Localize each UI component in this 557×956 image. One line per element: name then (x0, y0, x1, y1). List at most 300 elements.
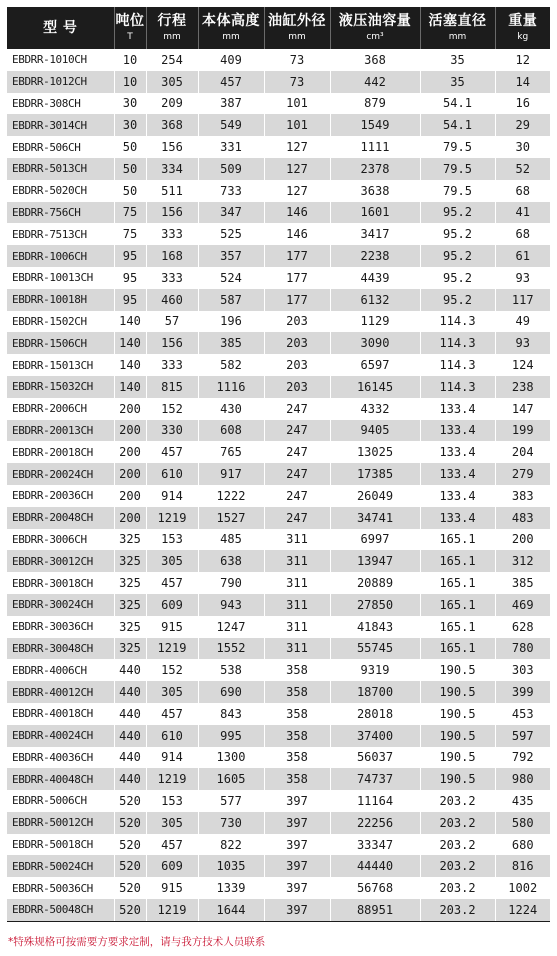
cell-oil-capacity: 74737 (330, 768, 420, 790)
cell-tonnage: 440 (114, 659, 146, 681)
cell-model: EBDRR-30048CH (7, 638, 114, 660)
cell-oil-capacity: 20889 (330, 572, 420, 594)
cell-model: EBDRR-50024CH (7, 855, 114, 877)
cell-oil-capacity: 56768 (330, 877, 420, 899)
cell-piston-diameter: 203.2 (420, 834, 495, 856)
cell-piston-diameter: 79.5 (420, 136, 495, 158)
cell-weight: 435 (495, 790, 550, 812)
table-row (7, 114, 550, 136)
cell-weight: 93 (495, 332, 550, 354)
cell-body-height: 1222 (198, 485, 264, 507)
header-row (7, 7, 550, 49)
cell-cylinder-od: 101 (264, 93, 330, 115)
cell-tonnage: 325 (114, 616, 146, 638)
cell-tonnage: 140 (114, 332, 146, 354)
cell-body-height: 538 (198, 659, 264, 681)
cell-stroke: 609 (146, 594, 198, 616)
cell-stroke: 305 (146, 71, 198, 93)
cell-tonnage: 30 (114, 114, 146, 136)
table-row (7, 245, 550, 267)
table-row (7, 790, 550, 812)
cell-model: EBDRR-4006CH (7, 659, 114, 681)
cell-tonnage: 30 (114, 93, 146, 115)
table-row (7, 463, 550, 485)
cell-stroke: 915 (146, 616, 198, 638)
cell-cylinder-od: 311 (264, 616, 330, 638)
cell-model: EBDRR-20024CH (7, 463, 114, 485)
cell-model: EBDRR-50048CH (7, 899, 114, 921)
cell-body-height: 385 (198, 332, 264, 354)
cell-model: EBDRR-5013CH (7, 158, 114, 180)
cell-cylinder-od: 203 (264, 332, 330, 354)
cell-tonnage: 520 (114, 790, 146, 812)
cell-stroke: 457 (146, 834, 198, 856)
cell-tonnage: 520 (114, 812, 146, 834)
cell-tonnage: 520 (114, 899, 146, 921)
cell-model: EBDRR-10018H (7, 289, 114, 311)
cell-oil-capacity: 6997 (330, 529, 420, 551)
cell-body-height: 730 (198, 812, 264, 834)
table-row (7, 71, 550, 93)
cell-weight: 29 (495, 114, 550, 136)
cell-piston-diameter: 133.4 (420, 420, 495, 442)
cell-tonnage: 95 (114, 289, 146, 311)
cell-weight: 680 (495, 834, 550, 856)
cell-weight: 68 (495, 223, 550, 245)
cell-piston-diameter: 133.4 (420, 463, 495, 485)
cell-oil-capacity: 37400 (330, 725, 420, 747)
cell-stroke: 333 (146, 267, 198, 289)
cell-stroke: 1219 (146, 899, 198, 921)
cell-piston-diameter: 95.2 (420, 267, 495, 289)
cell-stroke: 330 (146, 420, 198, 442)
cell-cylinder-od: 397 (264, 855, 330, 877)
cell-oil-capacity: 88951 (330, 899, 420, 921)
table-row (7, 376, 550, 398)
cell-body-height: 509 (198, 158, 264, 180)
cell-cylinder-od: 146 (264, 223, 330, 245)
cell-piston-diameter: 190.5 (420, 703, 495, 725)
cell-piston-diameter: 165.1 (420, 594, 495, 616)
cell-weight: 980 (495, 768, 550, 790)
spec-table-container (7, 7, 550, 922)
cell-piston-diameter: 114.3 (420, 376, 495, 398)
cell-cylinder-od: 247 (264, 441, 330, 463)
cell-piston-diameter: 95.2 (420, 223, 495, 245)
cell-body-height: 196 (198, 311, 264, 333)
cell-oil-capacity: 28018 (330, 703, 420, 725)
cell-body-height: 1116 (198, 376, 264, 398)
cell-tonnage: 75 (114, 223, 146, 245)
cell-cylinder-od: 203 (264, 354, 330, 376)
table-row (7, 812, 550, 834)
cell-weight: 14 (495, 71, 550, 93)
cell-weight: 16 (495, 93, 550, 115)
cell-cylinder-od: 73 (264, 49, 330, 71)
cell-piston-diameter: 190.5 (420, 747, 495, 769)
cell-cylinder-od: 358 (264, 768, 330, 790)
cell-body-height: 995 (198, 725, 264, 747)
cell-cylinder-od: 397 (264, 790, 330, 812)
cell-tonnage: 95 (114, 267, 146, 289)
cell-weight: 780 (495, 638, 550, 660)
cell-piston-diameter: 133.4 (420, 485, 495, 507)
cell-piston-diameter: 165.1 (420, 638, 495, 660)
table-row (7, 223, 550, 245)
cell-stroke: 254 (146, 49, 198, 71)
cell-model: EBDRR-308CH (7, 93, 114, 115)
cell-cylinder-od: 358 (264, 747, 330, 769)
cell-model: EBDRR-20048CH (7, 507, 114, 529)
cell-stroke: 156 (146, 332, 198, 354)
cell-stroke: 1219 (146, 768, 198, 790)
cell-oil-capacity: 55745 (330, 638, 420, 660)
header-model: 型 号 (7, 7, 114, 49)
cell-body-height: 387 (198, 93, 264, 115)
table-row (7, 93, 550, 115)
cell-tonnage: 200 (114, 485, 146, 507)
cell-tonnage: 520 (114, 834, 146, 856)
cell-tonnage: 50 (114, 136, 146, 158)
footnote: *特殊规格可按需要方要求定制，请与我方技术人员联系 (8, 936, 266, 948)
cell-stroke: 152 (146, 398, 198, 420)
cell-weight: 200 (495, 529, 550, 551)
cell-model: EBDRR-40012CH (7, 681, 114, 703)
cell-cylinder-od: 358 (264, 659, 330, 681)
cell-weight: 303 (495, 659, 550, 681)
cell-body-height: 843 (198, 703, 264, 725)
table-row (7, 855, 550, 877)
cell-cylinder-od: 311 (264, 550, 330, 572)
cell-cylinder-od: 177 (264, 245, 330, 267)
cell-body-height: 1527 (198, 507, 264, 529)
cell-cylinder-od: 177 (264, 289, 330, 311)
table-row (7, 332, 550, 354)
cell-stroke: 305 (146, 681, 198, 703)
cell-tonnage: 200 (114, 463, 146, 485)
cell-cylinder-od: 397 (264, 877, 330, 899)
cell-oil-capacity: 26049 (330, 485, 420, 507)
header-stroke: 行程 mm (146, 7, 198, 49)
cell-stroke: 334 (146, 158, 198, 180)
cell-tonnage: 325 (114, 594, 146, 616)
cell-cylinder-od: 146 (264, 202, 330, 224)
cell-body-height: 790 (198, 572, 264, 594)
cell-weight: 1224 (495, 899, 550, 921)
cell-model: EBDRR-30012CH (7, 550, 114, 572)
cell-piston-diameter: 165.1 (420, 616, 495, 638)
cell-stroke: 815 (146, 376, 198, 398)
cell-weight: 147 (495, 398, 550, 420)
cell-piston-diameter: 190.5 (420, 725, 495, 747)
cell-body-height: 822 (198, 834, 264, 856)
table-row (7, 529, 550, 551)
cell-oil-capacity: 2238 (330, 245, 420, 267)
cell-body-height: 917 (198, 463, 264, 485)
cell-stroke: 153 (146, 529, 198, 551)
cell-piston-diameter: 79.5 (420, 158, 495, 180)
table-row (7, 659, 550, 681)
cell-body-height: 943 (198, 594, 264, 616)
table-row (7, 441, 550, 463)
cell-model: EBDRR-5020CH (7, 180, 114, 202)
cell-stroke: 333 (146, 223, 198, 245)
cell-piston-diameter: 165.1 (420, 550, 495, 572)
cell-cylinder-od: 311 (264, 594, 330, 616)
cell-stroke: 1219 (146, 638, 198, 660)
cell-model: EBDRR-50036CH (7, 877, 114, 899)
cell-oil-capacity: 44440 (330, 855, 420, 877)
table-row (7, 594, 550, 616)
cell-oil-capacity: 1549 (330, 114, 420, 136)
table-row (7, 703, 550, 725)
cell-model: EBDRR-756CH (7, 202, 114, 224)
cell-body-height: 409 (198, 49, 264, 71)
cell-tonnage: 200 (114, 507, 146, 529)
cell-piston-diameter: 133.4 (420, 441, 495, 463)
cell-oil-capacity: 442 (330, 71, 420, 93)
cell-oil-capacity: 3638 (330, 180, 420, 202)
cell-body-height: 1035 (198, 855, 264, 877)
header-piston-diameter: 活塞直径 mm (420, 7, 495, 49)
cell-body-height: 1644 (198, 899, 264, 921)
cell-body-height: 582 (198, 354, 264, 376)
cell-weight: 483 (495, 507, 550, 529)
cell-cylinder-od: 127 (264, 158, 330, 180)
table-row (7, 420, 550, 442)
header-cylinder-od: 油缸外径 mm (264, 7, 330, 49)
cell-weight: 312 (495, 550, 550, 572)
cell-body-height: 1247 (198, 616, 264, 638)
cell-piston-diameter: 203.2 (420, 899, 495, 921)
cell-tonnage: 520 (114, 855, 146, 877)
cell-piston-diameter: 54.1 (420, 93, 495, 115)
cell-tonnage: 440 (114, 725, 146, 747)
cell-tonnage: 10 (114, 49, 146, 71)
cell-model: EBDRR-30018CH (7, 572, 114, 594)
cell-model: EBDRR-10013CH (7, 267, 114, 289)
cell-model: EBDRR-5006CH (7, 790, 114, 812)
cell-stroke: 156 (146, 202, 198, 224)
cell-body-height: 690 (198, 681, 264, 703)
table-row (7, 158, 550, 180)
cell-oil-capacity: 879 (330, 93, 420, 115)
cell-tonnage: 200 (114, 441, 146, 463)
table-row (7, 747, 550, 769)
cell-stroke: 156 (146, 136, 198, 158)
cell-tonnage: 325 (114, 572, 146, 594)
cell-tonnage: 440 (114, 703, 146, 725)
cell-oil-capacity: 9405 (330, 420, 420, 442)
cell-weight: 1002 (495, 877, 550, 899)
table-row (7, 507, 550, 529)
cell-tonnage: 325 (114, 529, 146, 551)
cell-oil-capacity: 41843 (330, 616, 420, 638)
cell-body-height: 524 (198, 267, 264, 289)
header-body-height: 本体高度 mm (198, 7, 264, 49)
cell-body-height: 638 (198, 550, 264, 572)
cell-tonnage: 520 (114, 877, 146, 899)
cell-cylinder-od: 311 (264, 572, 330, 594)
cell-cylinder-od: 247 (264, 398, 330, 420)
cell-piston-diameter: 95.2 (420, 202, 495, 224)
cell-piston-diameter: 35 (420, 49, 495, 71)
cell-piston-diameter: 190.5 (420, 659, 495, 681)
cell-stroke: 368 (146, 114, 198, 136)
cell-oil-capacity: 6597 (330, 354, 420, 376)
cell-tonnage: 140 (114, 376, 146, 398)
cell-cylinder-od: 247 (264, 420, 330, 442)
cell-weight: 816 (495, 855, 550, 877)
header-tonnage: 吨位 T (114, 7, 146, 49)
cell-model: EBDRR-20013CH (7, 420, 114, 442)
cell-oil-capacity: 9319 (330, 659, 420, 681)
cell-body-height: 525 (198, 223, 264, 245)
cell-weight: 469 (495, 594, 550, 616)
cell-body-height: 587 (198, 289, 264, 311)
table-row (7, 550, 550, 572)
cell-stroke: 57 (146, 311, 198, 333)
cell-body-height: 1605 (198, 768, 264, 790)
table-body (7, 49, 550, 921)
cell-cylinder-od: 247 (264, 507, 330, 529)
cell-model: EBDRR-1006CH (7, 245, 114, 267)
cell-tonnage: 140 (114, 311, 146, 333)
cell-cylinder-od: 311 (264, 638, 330, 660)
cell-oil-capacity: 16145 (330, 376, 420, 398)
cell-piston-diameter: 203.2 (420, 790, 495, 812)
cell-cylinder-od: 311 (264, 529, 330, 551)
cell-piston-diameter: 114.3 (420, 332, 495, 354)
cell-model: EBDRR-3006CH (7, 529, 114, 551)
cell-body-height: 549 (198, 114, 264, 136)
cell-weight: 93 (495, 267, 550, 289)
cell-weight: 792 (495, 747, 550, 769)
cell-cylinder-od: 203 (264, 311, 330, 333)
cell-body-height: 1552 (198, 638, 264, 660)
cell-body-height: 331 (198, 136, 264, 158)
cell-oil-capacity: 4332 (330, 398, 420, 420)
cell-body-height: 577 (198, 790, 264, 812)
header-weight: 重量 kg (495, 7, 550, 49)
cell-body-height: 485 (198, 529, 264, 551)
cell-stroke: 460 (146, 289, 198, 311)
cell-model: EBDRR-1010CH (7, 49, 114, 71)
table-row (7, 202, 550, 224)
cell-oil-capacity: 4439 (330, 267, 420, 289)
cell-cylinder-od: 127 (264, 136, 330, 158)
table-row (7, 616, 550, 638)
cell-stroke: 152 (146, 659, 198, 681)
cell-weight: 597 (495, 725, 550, 747)
cell-oil-capacity: 3090 (330, 332, 420, 354)
cell-tonnage: 440 (114, 768, 146, 790)
cell-weight: 580 (495, 812, 550, 834)
cell-stroke: 609 (146, 855, 198, 877)
cell-piston-diameter: 165.1 (420, 572, 495, 594)
cell-model: EBDRR-3014CH (7, 114, 114, 136)
cell-weight: 41 (495, 202, 550, 224)
cell-piston-diameter: 133.4 (420, 398, 495, 420)
cell-cylinder-od: 177 (264, 267, 330, 289)
cell-tonnage: 10 (114, 71, 146, 93)
table-row (7, 725, 550, 747)
cell-oil-capacity: 34741 (330, 507, 420, 529)
cell-cylinder-od: 247 (264, 463, 330, 485)
cell-stroke: 333 (146, 354, 198, 376)
cell-model: EBDRR-20036CH (7, 485, 114, 507)
cell-model: EBDRR-20018CH (7, 441, 114, 463)
cell-piston-diameter: 203.2 (420, 855, 495, 877)
table-row (7, 49, 550, 71)
cell-cylinder-od: 358 (264, 681, 330, 703)
cell-stroke: 1219 (146, 507, 198, 529)
cell-body-height: 430 (198, 398, 264, 420)
cell-model: EBDRR-15013CH (7, 354, 114, 376)
cell-body-height: 608 (198, 420, 264, 442)
cell-weight: 383 (495, 485, 550, 507)
table-row (7, 877, 550, 899)
cell-oil-capacity: 11164 (330, 790, 420, 812)
cell-oil-capacity: 1601 (330, 202, 420, 224)
cell-weight: 204 (495, 441, 550, 463)
cell-model: EBDRR-506CH (7, 136, 114, 158)
cell-model: EBDRR-40048CH (7, 768, 114, 790)
cell-weight: 628 (495, 616, 550, 638)
cell-stroke: 914 (146, 747, 198, 769)
cell-piston-diameter: 95.2 (420, 245, 495, 267)
cell-oil-capacity: 6132 (330, 289, 420, 311)
table-row (7, 180, 550, 202)
cell-piston-diameter: 114.3 (420, 354, 495, 376)
cell-oil-capacity: 18700 (330, 681, 420, 703)
cell-cylinder-od: 397 (264, 899, 330, 921)
cell-stroke: 915 (146, 877, 198, 899)
cell-oil-capacity: 1111 (330, 136, 420, 158)
cell-tonnage: 325 (114, 638, 146, 660)
table-row (7, 638, 550, 660)
cell-stroke: 305 (146, 812, 198, 834)
cell-tonnage: 50 (114, 158, 146, 180)
cell-weight: 238 (495, 376, 550, 398)
cell-stroke: 511 (146, 180, 198, 202)
cell-oil-capacity: 56037 (330, 747, 420, 769)
cell-tonnage: 325 (114, 550, 146, 572)
cell-cylinder-od: 397 (264, 834, 330, 856)
cell-piston-diameter: 190.5 (420, 681, 495, 703)
cell-stroke: 457 (146, 703, 198, 725)
table-row (7, 354, 550, 376)
cell-stroke: 153 (146, 790, 198, 812)
cell-weight: 30 (495, 136, 550, 158)
cell-body-height: 347 (198, 202, 264, 224)
cell-model: EBDRR-50018CH (7, 834, 114, 856)
cell-cylinder-od: 127 (264, 180, 330, 202)
cell-weight: 279 (495, 463, 550, 485)
cell-model: EBDRR-1012CH (7, 71, 114, 93)
cell-piston-diameter: 79.5 (420, 180, 495, 202)
cell-oil-capacity: 22256 (330, 812, 420, 834)
cell-weight: 117 (495, 289, 550, 311)
cell-stroke: 457 (146, 441, 198, 463)
cell-piston-diameter: 165.1 (420, 529, 495, 551)
cell-weight: 52 (495, 158, 550, 180)
cell-weight: 453 (495, 703, 550, 725)
cell-oil-capacity: 368 (330, 49, 420, 71)
cell-piston-diameter: 54.1 (420, 114, 495, 136)
cell-stroke: 305 (146, 550, 198, 572)
cell-stroke: 457 (146, 572, 198, 594)
